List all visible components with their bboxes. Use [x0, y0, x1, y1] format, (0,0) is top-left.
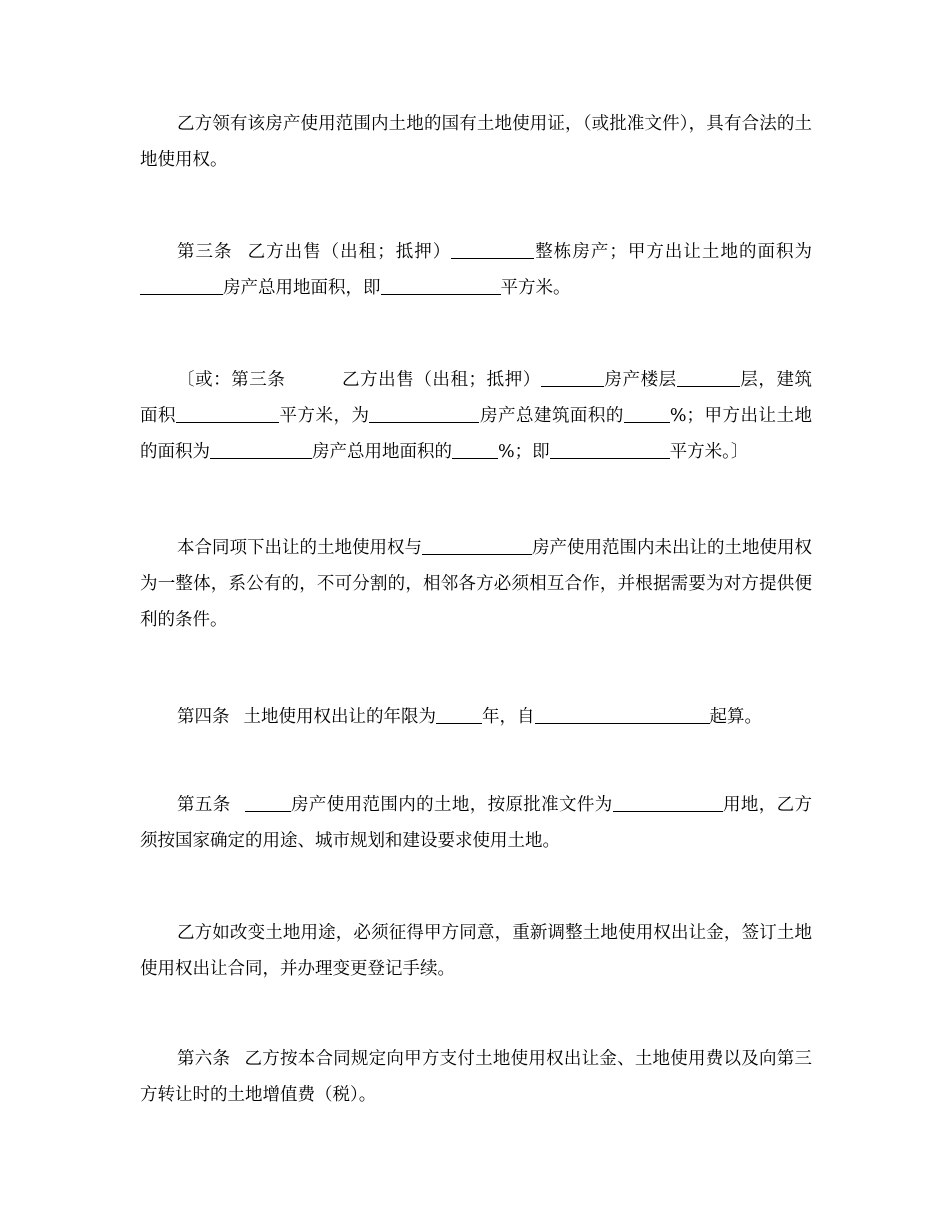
text: 年，自 — [482, 707, 535, 727]
paragraph-article-5 — [140, 787, 812, 859]
blank-field[interactable] — [245, 794, 291, 813]
paragraph-land-use-right-whole — [140, 530, 812, 638]
blank-field[interactable] — [677, 369, 740, 388]
text: 乙方按本合同规定向甲方支付土地使用权出让金、土地使用费以及向第三方转让时的土地增值费（税）。 — [140, 1049, 813, 1105]
text: 乙方出售（出租；抵押） — [341, 370, 541, 390]
text: 乙方出售（出租；抵押） — [246, 242, 452, 262]
blank-field[interactable] — [451, 241, 534, 260]
text: 房产总用地面积，即 — [223, 278, 381, 298]
text: 起算。 — [709, 707, 762, 727]
blank-field[interactable] — [210, 441, 312, 460]
text: 房产总建筑面积的 — [479, 406, 624, 426]
blank-field[interactable] — [381, 277, 501, 296]
text: 房产楼层 — [603, 370, 677, 390]
paragraph-article-3 — [140, 234, 812, 306]
text: 房产使用范围内未出让的土地使用权为一整体，系公有的，不可分割的，相邻各方必须相互合作，并根据需要为对方提供便利的条件。 — [140, 538, 812, 630]
text: 房产使用范围内的土地，按原批准文件为 — [290, 795, 613, 815]
blank-field[interactable] — [541, 369, 604, 388]
paragraph-article-3-alternative — [140, 362, 812, 470]
article-number: 〔或：第三条 — [177, 370, 286, 390]
paragraph-article-4 — [140, 699, 812, 735]
text: 房产总用地面积的 — [312, 442, 452, 462]
text: 乙方领有该房产使用范围内土地的国有土地使用证，（或批准文件），具有合法的土地使用权。 — [140, 114, 812, 170]
text: 平方米。 — [500, 278, 571, 298]
blank-field[interactable] — [422, 537, 532, 556]
blank-field[interactable] — [140, 277, 223, 296]
text: 平方米，为 — [279, 406, 370, 426]
text: %；甲方出让土地的面积为 — [140, 406, 813, 462]
text: %；即 — [498, 442, 550, 462]
paragraph-article-6 — [140, 1041, 812, 1113]
text: 乙方如改变土地用途，必须征得甲方同意，重新调整土地使用权出让金，签订土地使用权出让合同，并办理变更登记手续。 — [140, 923, 812, 979]
blank-field[interactable] — [624, 405, 670, 424]
text: 层，建筑面积 — [140, 370, 813, 426]
text: 用地，乙方须按国家确定的用途、城市规划和建设要求使用土地。 — [140, 795, 813, 851]
article-number: 第三条 — [177, 242, 233, 262]
blank-field[interactable] — [369, 405, 479, 424]
text: 本合同项下出让的土地使用权与 — [177, 538, 422, 558]
article-number: 第四条 — [177, 707, 230, 727]
article-number: 第五条 — [177, 795, 231, 815]
text: 平方米。〕 — [669, 442, 749, 462]
blank-field[interactable] — [550, 441, 670, 460]
paragraph-change-land-use — [140, 915, 812, 987]
text: 土地使用权出让的年限为 — [243, 707, 436, 727]
blank-field[interactable] — [452, 441, 498, 460]
blank-field[interactable] — [176, 405, 279, 424]
text: 整栋房产；甲方出让土地的面积为 — [534, 242, 813, 262]
article-number: 第六条 — [177, 1049, 231, 1069]
paragraph-land-certificate — [140, 106, 812, 178]
blank-field[interactable] — [436, 706, 482, 725]
blank-field[interactable] — [535, 706, 710, 725]
blank-field[interactable] — [613, 794, 723, 813]
